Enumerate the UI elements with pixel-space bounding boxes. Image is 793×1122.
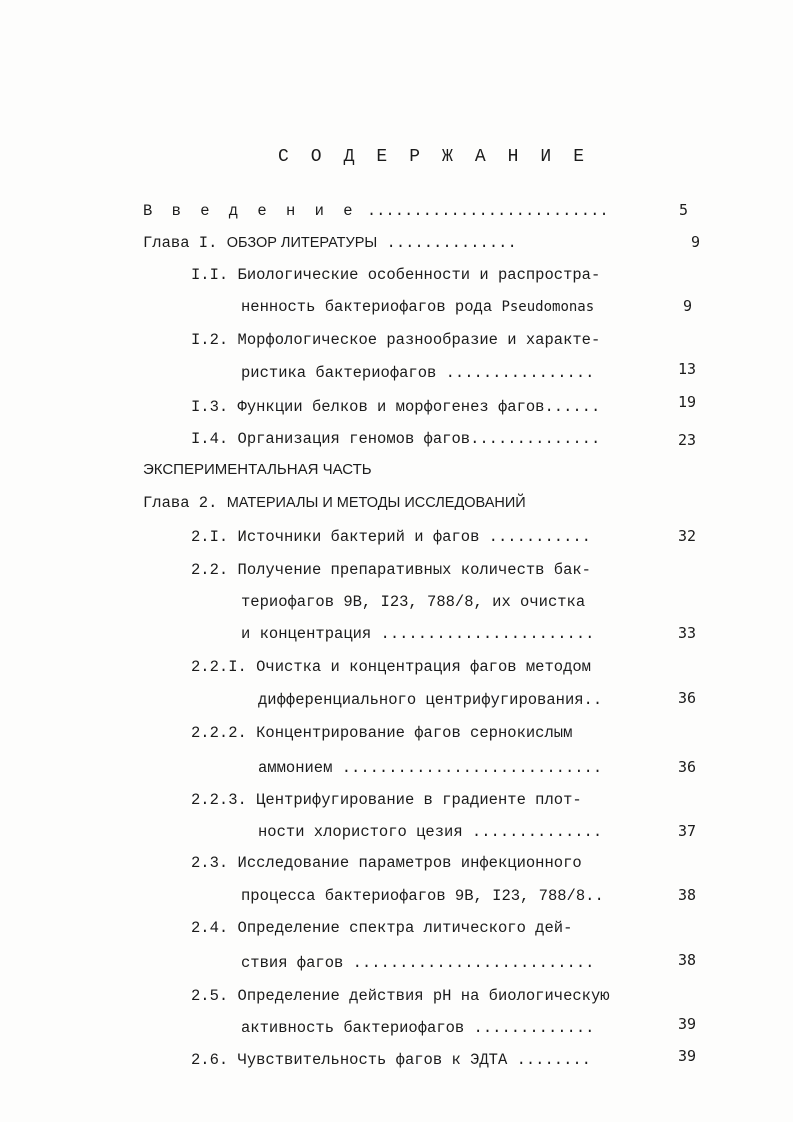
page-number: 38 bbox=[677, 886, 696, 904]
section-title: Биологические особенности и распростра- bbox=[237, 266, 601, 284]
toc-entry-chapter-2 bbox=[143, 493, 526, 513]
intro-dots: .......................... bbox=[357, 202, 609, 220]
page-number: 9 bbox=[682, 297, 692, 315]
section-heading-experimental: ЭКСПЕРИМЕНТАЛЬНАЯ ЧАСТЬ bbox=[143, 461, 372, 478]
section-title: Определение спектра литического дей- bbox=[237, 919, 573, 937]
page-number: 5 bbox=[678, 201, 688, 219]
section-title: Исследование параметров инфекционного bbox=[237, 854, 582, 872]
section-title-cont: процесса бактериофагов 9В, I23, 788/8.. bbox=[241, 887, 604, 905]
toc-entry-2-1 bbox=[191, 527, 591, 547]
page-title: С О Д Е Р Ж А Н И Е bbox=[278, 147, 590, 167]
section-title-cont: териофагов 9В, I23, 788/8, их очистка bbox=[241, 593, 586, 611]
page-number: 19 bbox=[677, 393, 696, 411]
intro-label: В в е д е н и е bbox=[143, 202, 358, 220]
toc-entry-2-2-2-line2 bbox=[258, 758, 602, 778]
section-title-cont: ствия фагов .......................... bbox=[241, 954, 595, 972]
section-title: Очистка и концентрация фагов методом bbox=[256, 658, 591, 676]
section-title-cont: ности хлористого цезия .............. bbox=[258, 823, 603, 841]
page-number: 38 bbox=[677, 951, 696, 969]
toc-entry-2-3 bbox=[191, 853, 582, 873]
section-title: Концентрирование фагов сернокислым bbox=[256, 724, 573, 742]
section-title-cont: активность бактериофагов ............. bbox=[241, 1019, 595, 1037]
toc-entry-2-2-3-line2 bbox=[258, 822, 602, 842]
toc-entry-1-3 bbox=[191, 397, 600, 417]
chapter-prefix: Глава 2. bbox=[143, 494, 227, 512]
section-title: Функции белков и морфогенез фагов...... bbox=[237, 398, 601, 416]
toc-entry-2-4-line2 bbox=[241, 953, 594, 973]
chapter-prefix: Глава I. bbox=[143, 234, 227, 252]
section-number: 2.6. bbox=[191, 1051, 229, 1069]
section-title-cont: и концентрация ....................... bbox=[241, 625, 595, 643]
toc-entry-2-3-line2 bbox=[241, 886, 604, 906]
page-number: 39 bbox=[677, 1015, 696, 1033]
section-title: Морфологическое разнообразие и характе- bbox=[237, 331, 601, 349]
page-number: 36 bbox=[677, 689, 696, 707]
section-title-cont: ненность бактериофагов рода bbox=[241, 298, 502, 316]
section-number: 2.2. bbox=[191, 561, 229, 579]
section-title-cont: аммонием ............................ bbox=[258, 759, 603, 777]
section-title: Чувствительность фагов к ЭДТА ........ bbox=[237, 1051, 591, 1069]
toc-entry-2-2-2 bbox=[191, 723, 572, 743]
toc-entry-2-2-3 bbox=[191, 790, 582, 810]
section-number: 2.4. bbox=[191, 919, 229, 937]
toc-entry-2-2-1 bbox=[191, 657, 591, 677]
section-number: I.3. bbox=[191, 398, 229, 416]
page-number: 33 bbox=[677, 624, 696, 642]
chapter-title: ОБЗОР ЛИТЕРАТУРЫ bbox=[226, 235, 378, 251]
section-title: Центрифугирование в градиенте плот- bbox=[256, 791, 582, 809]
page-number: 9 bbox=[690, 233, 700, 251]
toc-entry-introduction bbox=[143, 201, 609, 221]
toc-entry-2-2 bbox=[191, 560, 591, 580]
page-number: 23 bbox=[677, 431, 696, 449]
dots: .............. bbox=[377, 234, 517, 252]
section-title: Получение препаративных количеств бак- bbox=[237, 561, 591, 579]
section-title: Организация геномов фагов.............. bbox=[237, 430, 601, 448]
genus-name: Pseudomonas bbox=[501, 299, 595, 315]
toc-entry-2-4 bbox=[191, 918, 572, 938]
toc-entry-1-2 bbox=[191, 330, 600, 350]
section-title: Источники бактерий и фагов ........... bbox=[237, 528, 591, 546]
page-number: 13 bbox=[677, 360, 696, 378]
section-number: I.4. bbox=[191, 430, 229, 448]
toc-entry-2-6 bbox=[191, 1050, 591, 1070]
section-number: I.I. bbox=[191, 266, 229, 284]
toc-entry-1-1-line2 bbox=[241, 297, 594, 317]
section-number: 2.2.3. bbox=[191, 791, 247, 809]
section-title: Определение действия рН на биологическую bbox=[237, 987, 610, 1005]
chapter-title: МАТЕРИАЛЫ И МЕТОДЫ ИССЛЕДОВАНИЙ bbox=[226, 495, 526, 511]
section-number: 2.5. bbox=[191, 987, 229, 1005]
section-title-cont: дифференциального центрифугирования.. bbox=[258, 691, 603, 709]
page-number: 36 bbox=[677, 758, 696, 776]
toc-entry-2-2-line2 bbox=[241, 592, 585, 612]
toc-entry-chapter-1 bbox=[143, 233, 517, 253]
section-number: 2.I. bbox=[191, 528, 229, 546]
section-title-cont: ристика бактериофагов ................ bbox=[241, 364, 595, 382]
toc-entry-2-5 bbox=[191, 986, 610, 1006]
page-number: 37 bbox=[677, 822, 696, 840]
toc-entry-1-2-line2 bbox=[241, 363, 594, 383]
section-number: 2.2.2. bbox=[191, 724, 247, 742]
toc-entry-2-2-1-line2 bbox=[258, 690, 602, 710]
section-number: I.2. bbox=[191, 331, 229, 349]
toc-entry-1-4 bbox=[191, 429, 600, 449]
toc-entry-2-5-line2 bbox=[241, 1018, 594, 1038]
section-number: 2.3. bbox=[191, 854, 229, 872]
section-number: 2.2.I. bbox=[191, 658, 247, 676]
toc-entry-2-2-line3 bbox=[241, 624, 594, 644]
toc-entry-1-1 bbox=[191, 265, 600, 285]
page-number: 32 bbox=[677, 527, 696, 545]
page-number: 39 bbox=[677, 1047, 696, 1065]
